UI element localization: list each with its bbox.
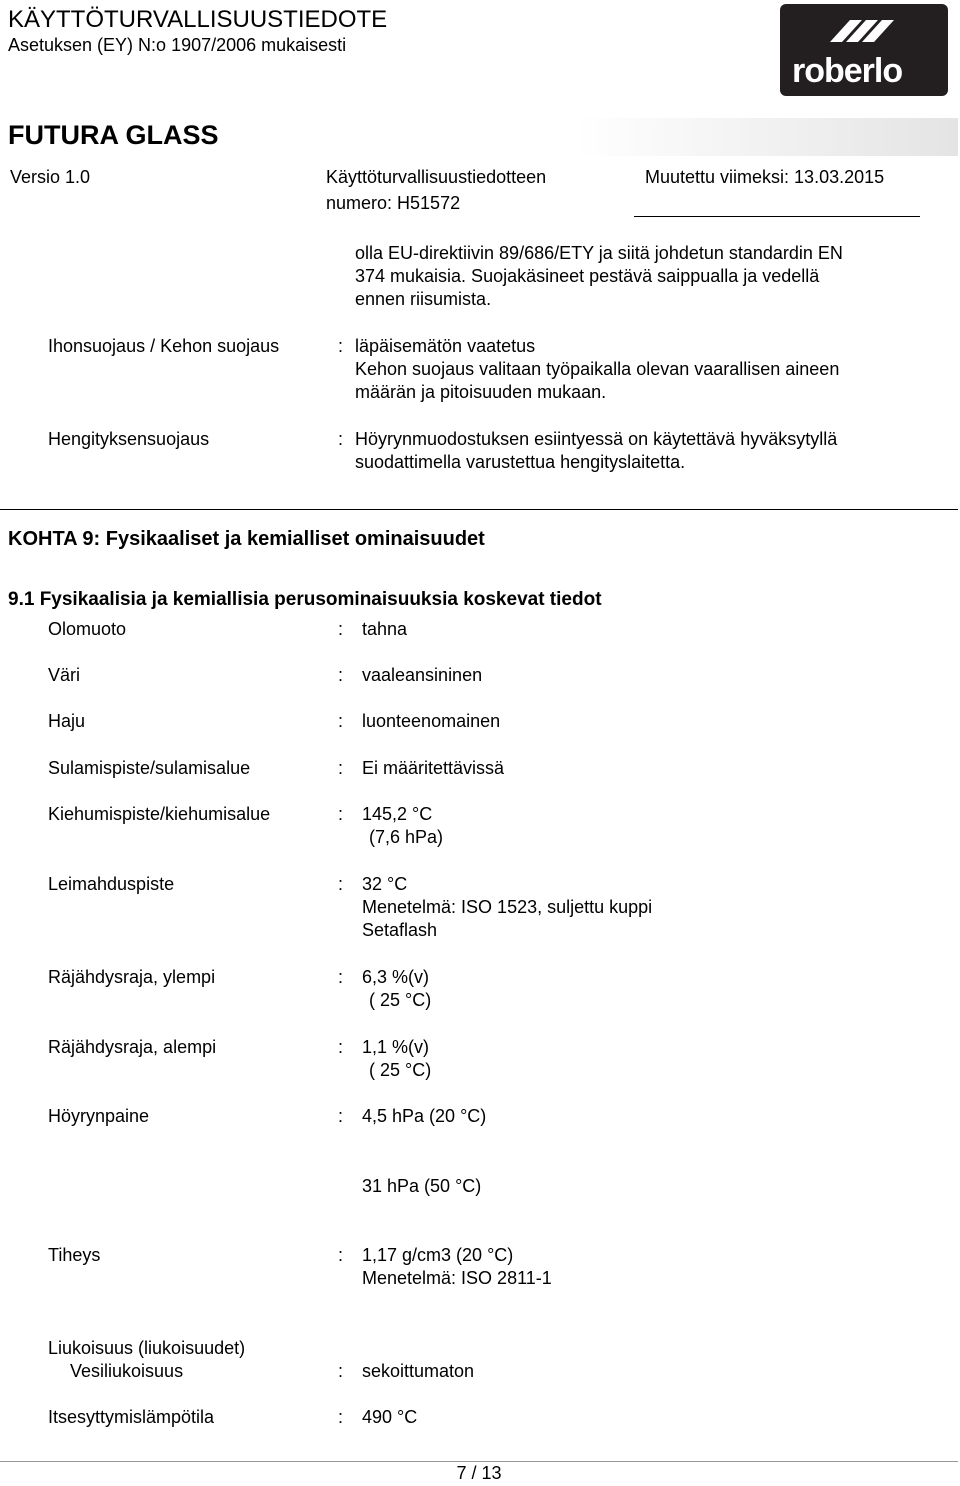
product-name: FUTURA GLASS (8, 120, 219, 150)
page-number: 7 / 13 (456, 1463, 502, 1483)
skin-protection-value: läpäisemätön vaatetus Kehon suojaus valitaan työpaikalla olevan vaarallisen aineen määrän ja pitoisuuden mukaan. (355, 336, 840, 402)
section-title: KOHTA 9: Fysikaaliset ja kemialliset ominaisuudet (8, 528, 485, 550)
respiratory-protection-value: Höyrynmuodostuksen esiintyessä on käytettävä hyväksytyllä suodattimella varustettua hengityslaitetta. (355, 429, 838, 472)
property-value: tahna (362, 619, 408, 639)
property-value: 145,2 °C (7,6 hPa) (362, 804, 444, 847)
version: Versio 1.0 (10, 167, 91, 187)
colon: : (338, 619, 344, 639)
property-value: Ei määritettävissä (362, 758, 505, 778)
property-label: Haju (48, 711, 86, 731)
property-value: luonteenomainen (362, 711, 501, 731)
property-value: 490 °C (362, 1407, 418, 1427)
property-value: 32 °C Menetelmä: ISO 1523, suljettu kuppi Setaflash (362, 874, 653, 940)
colon: : (338, 874, 344, 894)
sds-number-label: Käyttöturvallisuustiedotteen (326, 167, 547, 187)
skin-protection-label: Ihonsuojaus / Kehon suojaus (48, 336, 280, 356)
property-label: Räjähdysraja, alempi (48, 1037, 217, 1057)
property-value: vaaleansininen (362, 665, 483, 685)
property-value: sekoittumaton (362, 1361, 475, 1381)
sds-number: numero: H51572 (326, 193, 461, 213)
property-value: 6,3 %(v) ( 25 °C) (362, 967, 432, 1010)
property-label: Väri (48, 665, 81, 685)
regulation-reference: Asetuksen (EY) N:o 1907/2006 mukaisesti (8, 35, 347, 55)
colon: : (338, 1245, 344, 1265)
property-label: Tiheys (48, 1245, 101, 1265)
property-label: Liukoisuus (liukoisuudet) (48, 1338, 246, 1358)
colon: : (338, 429, 344, 449)
property-label: Höyrynpaine (48, 1106, 150, 1126)
colon: : (338, 1361, 344, 1381)
colon: : (338, 711, 344, 731)
colon: : (338, 1037, 344, 1057)
property-label: Olomuoto (48, 619, 127, 639)
property-sublabel: Vesiliukoisuus (70, 1361, 184, 1381)
property-label: Räjähdysraja, ylempi (48, 967, 216, 987)
roberlo-logo (780, 4, 948, 96)
colon: : (338, 758, 344, 778)
protection-continuation: olla EU-direktiivin 89/686/ETY ja siitä johdetun standardin EN 374 mukaisia. Suojakäsineet pestävä saippualla ja vedellä ennen riisumista. (355, 243, 843, 309)
property-value: 1,17 g/cm3 (20 °C) Menetelmä: ISO 2811-1 (362, 1245, 552, 1288)
header-divider (634, 216, 920, 217)
property-label: Itsesyttymislämpötila (48, 1407, 215, 1427)
revision-date: Muutettu viimeksi: 13.03.2015 (645, 167, 885, 187)
colon: : (338, 1106, 344, 1126)
property-label: Kiehumispiste/kiehumisalue (48, 804, 271, 824)
colon: : (338, 665, 344, 685)
footer-divider (0, 1461, 958, 1462)
logo-wordmark: roberlo (792, 52, 903, 90)
colon: : (338, 804, 344, 824)
respiratory-protection-label: Hengityksensuojaus (48, 429, 210, 449)
colon: : (338, 1407, 344, 1427)
colon: : (338, 336, 344, 356)
property-value: 1,1 %(v) ( 25 °C) (362, 1037, 432, 1080)
property-label: Leimahduspiste (48, 874, 175, 894)
property-value-extra: 31 hPa (50 °C) (362, 1176, 482, 1196)
property-value: 4,5 hPa (20 °C) (362, 1106, 487, 1126)
section-divider (0, 509, 958, 510)
property-label: Sulamispiste/sulamisalue (48, 758, 251, 778)
document-title: KÄYTTÖTURVALLISUUSTIEDOTE (8, 6, 388, 33)
colon: : (338, 967, 344, 987)
subsection-title: 9.1 Fysikaalisia ja kemiallisia perusominaisuuksia koskevat tiedot (8, 589, 602, 610)
